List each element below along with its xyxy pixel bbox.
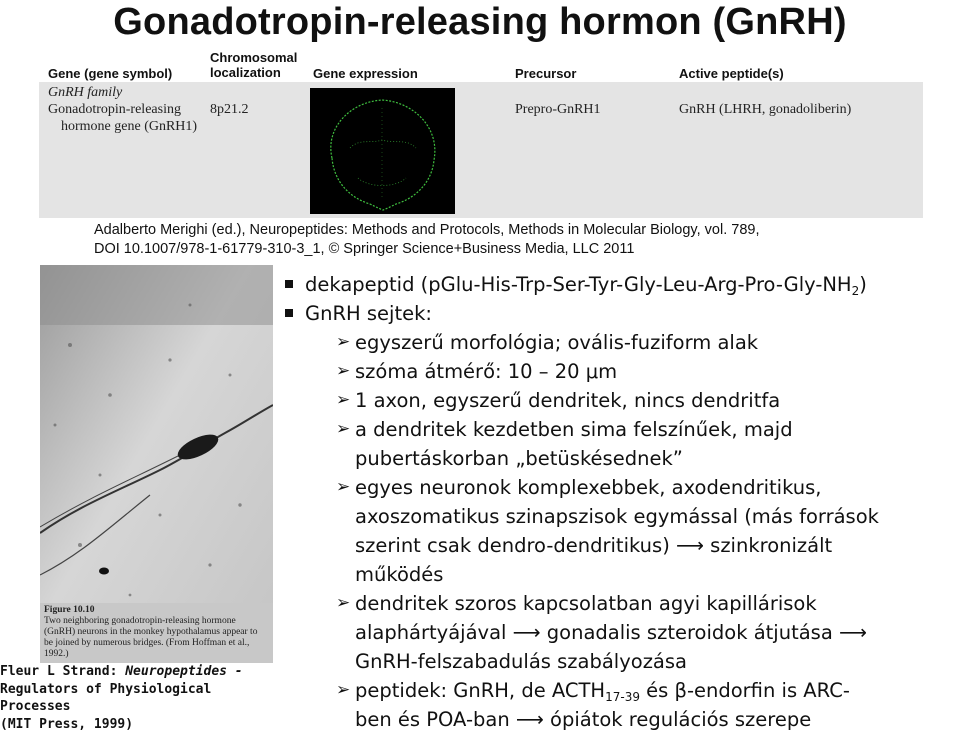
sub-bullet-capillaries-cont2: GnRH-felszabadulás szabályozása bbox=[355, 650, 687, 673]
arrowhead-bullet-icon: ➢ bbox=[336, 361, 351, 381]
credit-title: Neuropeptides - bbox=[125, 664, 243, 679]
content-bullets bbox=[283, 270, 960, 734]
sub-bullet-complex-cont2: szerint csak dendro-dendritikus) ⟶ szinkronizált bbox=[355, 534, 833, 557]
sub-bullet-soma: ➢ szóma átmérő: 10 – 20 μm bbox=[283, 357, 960, 386]
sub-bullet-morphology: ➢ egyszerű morfológia; ovális-fuziform alak bbox=[283, 328, 960, 357]
gene-active-peptide: GnRH (LHRH, gonadoliberin) bbox=[679, 102, 852, 117]
header-localization: Chromosomal localization bbox=[210, 50, 298, 80]
sub-bullet-axon: ➢ 1 axon, egyszerű dendritek, nincs dendritfa bbox=[283, 386, 960, 415]
photo-credit bbox=[0, 663, 278, 733]
gene-table bbox=[39, 48, 923, 218]
figure-label: Figure 10.10 bbox=[44, 605, 95, 615]
sub-bullet-complex-cont3: működés bbox=[355, 563, 444, 586]
springer-reference bbox=[94, 221, 759, 259]
reference-line2: DOI 10.1007/978-1-61779-310-3_1, © Springer Science+Business Media, LLC 2011 bbox=[94, 241, 635, 257]
gene-table-body bbox=[39, 82, 923, 218]
figure-caption-line3: be joined by numerous bridges. (From Hoffman et al., 1992.) bbox=[44, 638, 250, 659]
credit-line2: Regulators of Physiological Processes bbox=[0, 681, 212, 714]
arrowhead-bullet-icon: ➢ bbox=[336, 332, 351, 352]
gene-localization: 8p21.2 bbox=[210, 102, 249, 117]
arrowhead-bullet-icon: ➢ bbox=[336, 390, 351, 410]
sub-bullet-peptides: ➢ peptidek: GnRH, de $ACTH_{17-39}$ és β-endorfin is ARC- bbox=[283, 676, 960, 705]
sub-bullet-dendrites: ➢ a dendritek kezdetben sima felszínűek, majd bbox=[283, 415, 960, 444]
square-bullet-icon bbox=[285, 309, 293, 317]
square-bullet-icon bbox=[285, 280, 293, 288]
arrowhead-bullet-icon: ➢ bbox=[336, 680, 351, 700]
sub-bullet-complex-cont1: axoszomatikus szinapszisok egymással (más források bbox=[355, 505, 879, 528]
gene-name-line1: Gonadotropin-releasing bbox=[48, 102, 181, 117]
reference-line1: Adalberto Merighi (ed.), Neuropeptides: Methods and Protocols, Methods in Molecular Biology, vol. 789, bbox=[94, 222, 760, 238]
figure-caption-line1: Two neighboring gonadotropin-releasing hormone bbox=[44, 616, 236, 626]
arrowhead-bullet-icon: ➢ bbox=[336, 419, 351, 439]
sub-bullet-dendrites-cont: pubertáskorban „betüskésednek” bbox=[355, 447, 683, 470]
brain-expression-image bbox=[310, 88, 455, 214]
header-precursor: Precursor bbox=[515, 66, 577, 81]
bullet-gnrh-cells: GnRH sejtek: bbox=[283, 299, 960, 328]
figure-caption-line2: (GnRH) neurons in the monkey hypothalamus appear to bbox=[44, 627, 258, 637]
credit-line3: (MIT Press, 1999) bbox=[0, 716, 134, 732]
header-active-peptide: Active peptide(s) bbox=[679, 66, 784, 81]
arrowhead-bullet-icon: ➢ bbox=[336, 477, 351, 497]
header-gene: Gene (gene symbol) bbox=[48, 66, 173, 81]
gene-name-line2: hormone gene (GnRH1) bbox=[61, 119, 198, 134]
figure-caption bbox=[44, 605, 272, 660]
gene-precursor: Prepro-GnRH1 bbox=[515, 102, 601, 117]
sub-bullet-complex-neurons: ➢ egyes neuronok komplexebbek, axodendritikus, bbox=[283, 473, 960, 502]
bullet-decapeptide: dekapeptid $(pGlu-His-Trp-Ser-Tyr-Gly-Leu-Arg-Pro-Gly-NH_2)$ bbox=[283, 270, 960, 299]
gene-family: GnRH family bbox=[48, 85, 123, 100]
sub-bullet-capillaries: ➢ dendritek szoros kapcsolatban agyi kapillárisok bbox=[283, 589, 960, 618]
credit-author: Fleur L Strand: bbox=[0, 664, 126, 679]
sub-bullet-peptides-cont: ben és POA-ban ⟶ ópiátok regulációs szerepe bbox=[355, 708, 812, 731]
header-expression: Gene expression bbox=[313, 66, 418, 81]
gene-table-header bbox=[39, 48, 923, 82]
neuron-micrograph bbox=[40, 265, 273, 663]
arrowhead-bullet-icon: ➢ bbox=[336, 593, 351, 613]
page-title: Gonadotropin-releasing hormon (GnRH) bbox=[113, 1, 847, 43]
sub-bullet-capillaries-cont1: alaphártyájával ⟶ gonadalis szteroidok átjutása ⟶ bbox=[355, 621, 867, 644]
